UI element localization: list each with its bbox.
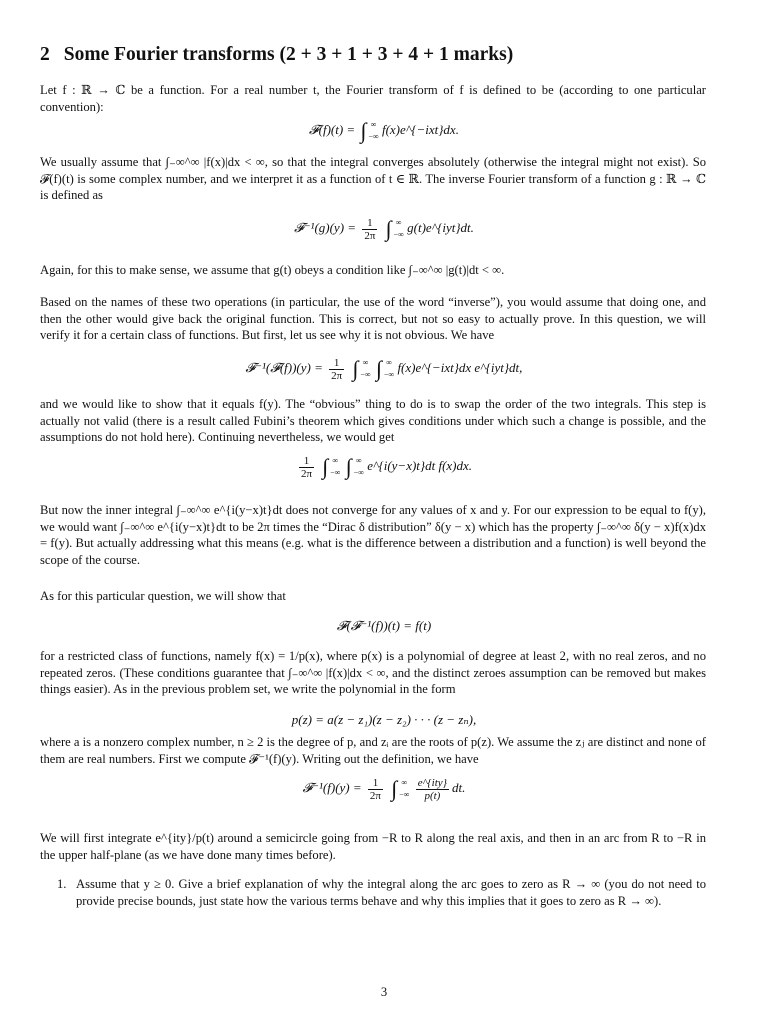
integral-limits: [360, 357, 370, 381]
lower-limit: −∞: [399, 790, 410, 799]
fraction-denominator: p(t): [424, 789, 441, 802]
upper-limit: ∞: [401, 778, 408, 787]
paragraph-particular: As for this particular question, we will show that: [40, 589, 286, 603]
fraction-denominator: 2π: [300, 467, 313, 480]
equation-rhs: f(x)e^{−ixt}dx.: [381, 121, 459, 137]
page-number: 3: [380, 985, 388, 999]
equation-lhs: 𝓕⁻¹(f)(y) =: [302, 779, 362, 795]
paragraph-restricted-class: for a restricted class of functions, namely f(x) = 1/p(x), where p(x) is a polynomial of degree at least 2, with no real zeros, and no repeated zeros. (These conditions guarantee that ∫₋∞^∞ |f(x)|dx < ∞, and the distinct zeroes assumption can be removed but makes things easier). As in the previous problem set, we write the polynomial in the form: [40, 649, 706, 696]
integral-limits: [369, 119, 379, 143]
integral-limits: [354, 455, 364, 479]
lower-limit: −∞: [360, 370, 371, 379]
upper-limit: ∞: [386, 358, 392, 367]
fraction-integrand: [416, 777, 449, 802]
paragraph-intro: Let f : ℝ → ℂ be a function. For a real number t, the Fourier transform of f is defined to be (according to one particular convention):: [40, 83, 706, 114]
paragraph-semicircle: We will first integrate e^{ity}/p(t) around a semicircle going from −R to R along the real axis, and then in an arc from R to −R in the upper half-plane (as we have done many times before).: [40, 831, 706, 862]
upper-limit: ∞: [332, 456, 339, 465]
section-number: 2: [40, 44, 50, 65]
equation-polynomial: p(z) = a(z − z₁)(z − z₂) · · · (z − zₙ),: [291, 712, 477, 727]
paragraph-motivation: Based on the names of these two operations (in particular, the use of the word “inverse”), you would assume that doing one, and then the other would give back the original function. This is correct, but not so easy to actually prove. In this question, we will verify it for a certain class of functions. But first, let us see why it is not obvious. We have: [40, 295, 706, 342]
equation-rhs: g(t)e^{iyt}dt.: [407, 219, 474, 235]
paragraph-again: Again, for this to make sense, we assume that g(t) obeys a condition like ∫₋∞^∞ |g(t)|dt < ∞.: [40, 263, 505, 277]
fraction-denominator: 2π: [364, 229, 376, 242]
paragraph-fubini: and we would like to show that it equals f(y). The “obvious” thing to do is to swap the order of the two integrals. This step is actually not valid (there is a result called Fubini’s theorem which gives conditions under which such a change is possible, and the assumptions do not hold here). Continuing nevertheless, we would get: [40, 397, 706, 444]
section-title: Some Fourier transforms (2 + 3 + 1 + 3 + 4 + 1 marks): [63, 44, 514, 65]
fraction-one-over-two-pi: [368, 777, 383, 802]
lower-limit: −∞: [383, 370, 395, 379]
equation-lhs: 𝓕(f)(t) =: [309, 121, 356, 137]
integral-sign: ∫: [375, 356, 382, 381]
equation-rhs: e^{i(y−x)t}dt f(x)dx.: [367, 457, 473, 473]
equation-double-integral: [0, 356, 768, 382]
integral-sign: ∫: [352, 356, 359, 381]
lower-limit: −∞: [393, 230, 404, 239]
integral-sign: ∫: [385, 216, 392, 241]
paragraph-dirac: But now the inner integral ∫₋∞^∞ e^{i(y−x)t}dt does not converge for any values of x and y. For our expression to be equal to f(y), we would want ∫₋∞^∞ e^{i(y−x)t}dt to be 2π times the “Dirac δ distribution” δ(y − x) which has the property ∫₋∞^∞ δ(y − x)f(x)dx = f(y). But actually addressing what this means (e.g. what is the difference between a distribution and a function) is well beyond the scope of the course.: [40, 503, 706, 567]
equation-tail: dt.: [452, 779, 466, 795]
fraction-one-over-two-pi: [362, 217, 377, 242]
fraction-numerator: 1: [368, 777, 383, 790]
equation-fourier-transform: [0, 118, 768, 144]
fraction-one-over-two-pi: [329, 357, 344, 382]
upper-limit: ∞: [370, 120, 377, 129]
equation-lhs: 𝓕⁻¹(g)(y) =: [294, 219, 357, 235]
fraction-numerator: 1: [362, 217, 377, 230]
upper-limit: ∞: [362, 358, 369, 367]
lower-limit: −∞: [353, 468, 365, 477]
integral-limits: [384, 357, 394, 381]
equation-swapped-integral: [0, 454, 768, 480]
list-item: [57, 876, 706, 909]
integral-sign: ∫: [391, 776, 398, 801]
integral-sign: ∫: [322, 454, 329, 479]
list-marker: 1.: [57, 877, 67, 891]
integral-limits: [330, 455, 340, 479]
paragraph-roots: where a is a nonzero complex number, n ≥ 2 is the degree of p, and zᵢ are the roots of p(z). We assume the zⱼ are distinct and none of them are real numbers. First we compute 𝓕⁻¹(f)(y). Writing out the definition, we have: [40, 735, 706, 766]
fraction-numerator: e^{ity}: [417, 776, 448, 789]
fraction-denominator: 2π: [369, 789, 381, 802]
integral-limits: [394, 217, 404, 241]
fraction-numerator: 1: [329, 357, 344, 370]
paragraph-assumption: We usually assume that ∫₋∞^∞ |f(x)|dx < ∞, so that the integral converges absolutely (otherwise the integral might not exist). So 𝓕(f)(t) is some complex number, and we interpret it as a function of t ∈ ℝ. The inverse Fourier transform of a function g : ℝ → ℂ is defined as: [40, 155, 706, 202]
list-item-text: Assume that y ≥ 0. Give a brief explanation of why the integral along the arc goes to zero as R → ∞ (you do not need to provide precise bounds, just state how the various terms behave and why this implies that it goes to zero as R → ∞).: [76, 877, 706, 908]
upper-limit: ∞: [356, 456, 362, 465]
question-list: [57, 876, 706, 909]
equation-goal: 𝓕(𝓕⁻¹(f))(t) = f(t): [336, 618, 432, 633]
integral-sign: ∫: [345, 454, 352, 479]
fraction-numerator: 1: [299, 455, 314, 468]
equation-rhs: f(x)e^{−ixt}dx e^{iyt}dt,: [397, 359, 523, 375]
integral-sign: ∫: [360, 118, 367, 143]
equation-lhs: 𝓕⁻¹(𝓕(f))(y) =: [245, 359, 323, 375]
upper-limit: ∞: [395, 218, 402, 227]
equation-compute-inverse: [0, 776, 768, 802]
equation-inverse-transform: [0, 216, 768, 242]
lower-limit: −∞: [330, 468, 341, 477]
fraction-one-over-two-pi: [299, 455, 314, 480]
lower-limit: −∞: [368, 132, 379, 141]
section-heading: [40, 44, 513, 66]
fraction-denominator: 2π: [331, 369, 343, 382]
integral-limits: [399, 777, 409, 801]
